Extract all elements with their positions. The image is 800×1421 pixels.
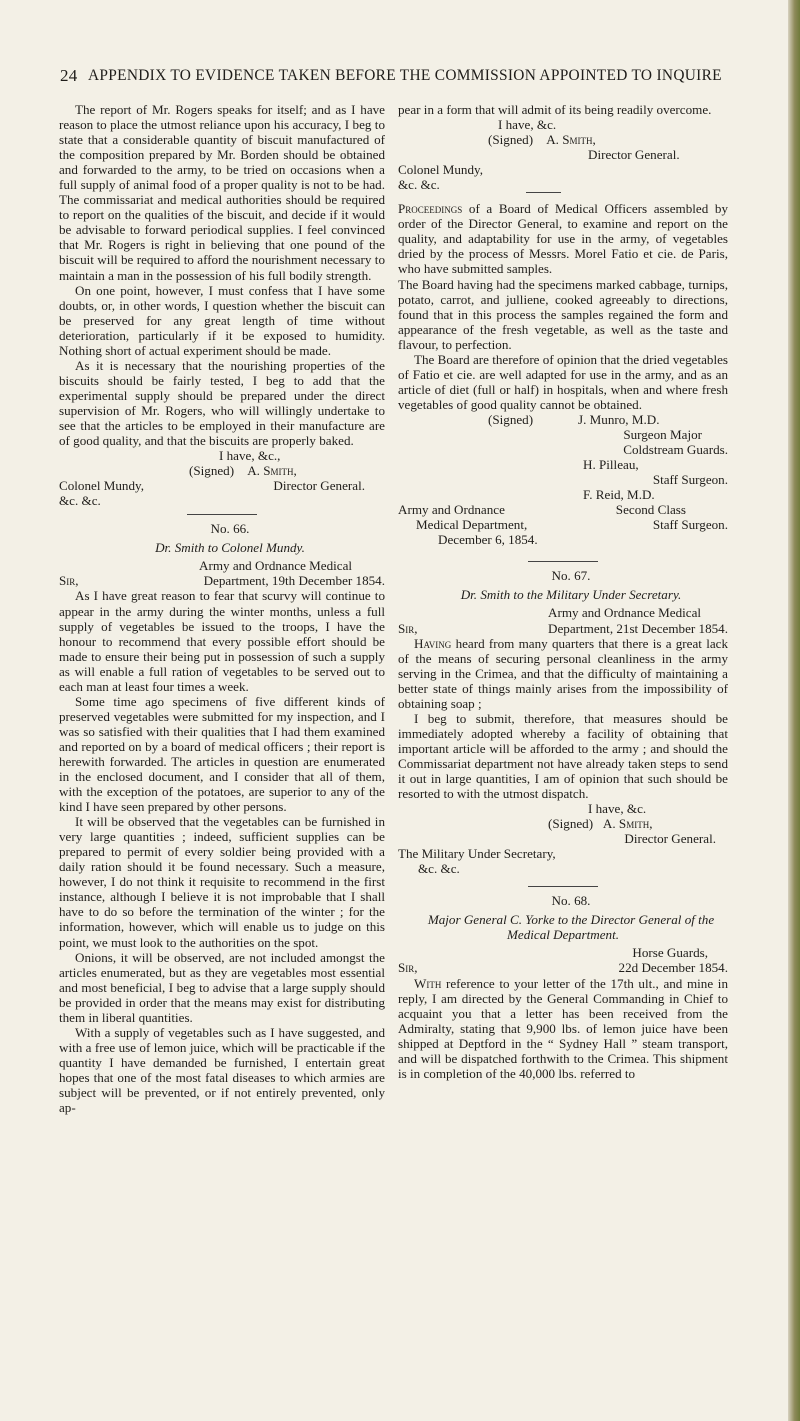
addressee: Colonel Mundy, xyxy=(398,162,483,178)
addressee: The Military Under Secretary, xyxy=(398,846,556,862)
letter-title: Major General C. Yorke to the Director General of the Medical Department. xyxy=(427,912,715,943)
letter-address: Army and Ordnance Medical xyxy=(199,558,353,574)
paragraph: As I have great reason to fear that scurvy will continue to appear in the army during the winter months, unless a full supply of vegetables be issued to the troops, I have the honour to recommend that every possible effort should be made to ensure their being put in possession of such a supply as will enable a full ration of vegetables to be served out to each man at least four times a week. xyxy=(59,588,385,694)
paragraph: I beg to submit, therefore, that measures should be immediately adopted whereby a facility of obtaining that important article will be afforded to the army ; and should the Commissariat department not have already taken steps to send it out in large quantities, I am of opinion that such should be resorted to with the utmost dispatch. xyxy=(398,710,728,802)
letter-title: Dr. Smith to the Military Under Secretary. xyxy=(460,587,682,603)
paragraph: The Board having had the specimens marked cabbage, turnips, potato, carrot, and julliene, cooked agreeably to directions, found that in this process the samples regained the form and appearance of the fresh vegetable, as well as the taste and flavour, to perfection. xyxy=(398,276,728,352)
lead-word: Proceedings xyxy=(398,201,463,217)
letter-number: No. 68. xyxy=(551,893,591,909)
paragraph xyxy=(398,976,728,1081)
right-column xyxy=(398,102,728,1081)
letter-date: Department, 21st December 1854. xyxy=(548,620,728,636)
lead-word: With xyxy=(414,975,442,991)
salutation-row xyxy=(398,960,728,975)
paragraph-text: heard from many quarters that there is a great lack of the means of securing personal cleanliness in the army serving in the Crimea, and that the difficulty of maintaining a better state of things mainly arises from the impossibility of obtaining soap ; xyxy=(398,635,728,711)
signed-label: (Signed) xyxy=(488,411,534,427)
signature-row xyxy=(398,412,728,427)
date: December 6, 1854. xyxy=(438,532,538,548)
signature xyxy=(59,463,385,478)
paragraph: With a supply of vegetables such as I have suggested, and with a free use of lemon juice, which will be practicable if the quantity I have demanded be furnished, I entertain great hopes that one of the most fatal diseases to which armies are subject will be prevented, or if not entirely prevented, only ap- xyxy=(59,1024,385,1116)
signatory-name: H. Pilleau, xyxy=(583,457,639,473)
signatory-role: Director General. xyxy=(273,478,365,494)
salutation-row xyxy=(59,573,385,588)
paragraph: It will be observed that the vegetables can be furnished in very large quantities ; indeed, sufficient supplies can be prepared to permit of every soldier being provided with a daily ration should it be found necessary. Such a measure, however, I do not think it requisite to recommend in the first instance, although I believe it is not improbable that I shall have to do so before the termination of the winter ; for the information, however, which will enable us to judge on this point, we must look to the authorities on the spot. xyxy=(59,814,385,950)
running-header xyxy=(60,66,780,88)
salutation-row xyxy=(398,621,728,636)
signatory-role: Staff Surgeon. xyxy=(652,517,728,533)
paragraph: The Board are therefore of opinion that the dried vegetables of Fatio et cie. are well adapted for use in the army, and as an article of diet (full or half) in hospitals, when and where fresh vegetables of good quality cannot be obtained. xyxy=(398,351,728,412)
separator xyxy=(187,514,257,515)
signed-label: (Signed) xyxy=(488,132,534,148)
addressee-row xyxy=(59,478,385,493)
signed-label: (Signed) xyxy=(189,463,235,479)
signatory-role: Coldstream Guards. xyxy=(623,442,728,458)
letter-date: 22d December 1854. xyxy=(618,960,728,976)
paragraph: As it is necessary that the nourishing properties of the biscuits should be fairly tested, I beg to add that the experimental supply should be prepared under the direct supervision of Mr. Rogers, who will willingly undertake to see that the articles to be employed in their manufacture are of good quality, and that the biscuits are properly baked. xyxy=(59,357,385,449)
signatory-role: Staff Surgeon. xyxy=(652,472,728,488)
signatory-role: Director General. xyxy=(624,831,716,847)
closing: I have, &c. xyxy=(588,801,647,817)
left-column xyxy=(59,102,385,1115)
closing: I have, &c., xyxy=(219,448,281,464)
paragraph: Onions, it will be observed, are not included amongst the articles enumerated, but as they are vegetables most essential and most beneficial, I beg to advise that a large supply should be provided in order that the means may exist for distributing them in liberal quantities. xyxy=(59,949,385,1025)
signatory-name: J. Munro, M.D. xyxy=(578,411,660,427)
closing: I have, &c. xyxy=(498,117,557,133)
running-title: APPENDIX TO EVIDENCE TAKEN BEFORE THE COMMISSION APPOINTED TO INQUIRE xyxy=(88,67,722,84)
signature xyxy=(398,816,728,831)
letter-date: Department, 19th December 1854. xyxy=(203,573,385,589)
addressee-etc: &c. &c. xyxy=(59,493,101,509)
signatory-name: A. Smith, xyxy=(602,816,653,832)
signatory-role: Second Class xyxy=(615,502,686,518)
place-row xyxy=(398,502,728,517)
signatory-name: A. Smith, xyxy=(247,463,297,479)
letter-number: No. 67. xyxy=(551,568,591,584)
letter-address: Army and Ordnance Medical xyxy=(548,605,702,621)
signatory-role: Director General. xyxy=(588,147,680,163)
addressee: Colonel Mundy, xyxy=(59,478,144,494)
separator xyxy=(528,886,598,887)
signature xyxy=(398,132,728,147)
letter-title: Dr. Smith to Colonel Mundy. xyxy=(155,540,305,556)
letter-number: No. 66. xyxy=(210,521,250,537)
paragraph-text: reference to your letter of the 17th ult., and mine in reply, I am directed by the General Commanding in Chief to acquaint you that a letter has been received from the Admiralty, stating that 9,900 lbs. of lemon juice have been shipped at Deptford in the “ Sydney Hall ” steam transport, and will be dispatched forthwith to the Crimea. This shipment is in completion of the 40,000 lbs. referred to xyxy=(398,975,728,1081)
separator xyxy=(528,561,598,562)
addressee-etc: &c. &c. xyxy=(398,177,440,193)
place-row xyxy=(398,517,728,532)
salutation: Sir, xyxy=(398,620,418,636)
paragraph: Some time ago specimens of five different kinds of preserved vegetables were submitted for my inspection, and I was so satisfied with their qualities that I had them examined and reported on by a board of medical officers ; their report is herewith forwarded. The articles in question are enumerated in the enclosed document, and I consider that all of them, with the exception of the potatoes, are superior to any of the kind I have seen prepared by other persons. xyxy=(59,693,385,815)
addressee-etc: &c. &c. xyxy=(418,861,460,877)
signatory-name: A. Smith, xyxy=(546,132,596,148)
paragraph-text: of a Board of Medical Officers assembled by order of the Director General, to examine and report on the quality, and adaptability for use in the army, of vegetables dried by the process of Messrs. Morel Fatio et cie. de Paris, who have submitted samples. xyxy=(398,201,728,277)
signatory-name: F. Reid, M.D. xyxy=(583,487,655,503)
paragraph xyxy=(398,201,728,276)
paragraph: pear in a form that will admit of its being readily overcome. xyxy=(398,102,712,117)
letter-address: Horse Guards, xyxy=(632,945,708,961)
place: Army and Ordnance xyxy=(398,502,505,518)
signed-label: (Signed) xyxy=(548,816,594,832)
lead-word: Having xyxy=(414,635,452,651)
separator xyxy=(526,192,561,193)
place: Medical Department, xyxy=(416,517,528,533)
paragraph xyxy=(398,636,728,711)
paragraph: On one point, however, I must confess that I have some doubts, or, in other words, I question whether the biscuit can be preserved for any great length of time without deterioration, particularly if it be exposed to humidity. Nothing short of actual experiment should be made. xyxy=(59,282,385,358)
paragraph: The report of Mr. Rogers speaks for itself; and as I have reason to place the utmost reliance upon his accuracy, I beg to state that a considerable quantity of biscuit manufactured of the composition prepared by Mr. Borden should be obtained and forwarded to the army, to be tried on occasions when a full supply of animal food of a proper quality is not to be had. The commissariat and medical authorities should be required to report on the qualities of the biscuit, and decide if it would be advisable to forward periodical supplies. I feel convinced that Mr. Rogers is right in believing that one pound of the biscuit will be required to afford the nourishment necessary to maintain a man in the possession of his full bodily strength. xyxy=(59,102,385,283)
page-number: 24 xyxy=(60,66,78,85)
salutation: Sir, xyxy=(398,960,418,976)
salutation: Sir, xyxy=(59,573,79,589)
signatory-role: Surgeon Major xyxy=(623,426,702,442)
page-edge-shadow xyxy=(788,0,800,1421)
